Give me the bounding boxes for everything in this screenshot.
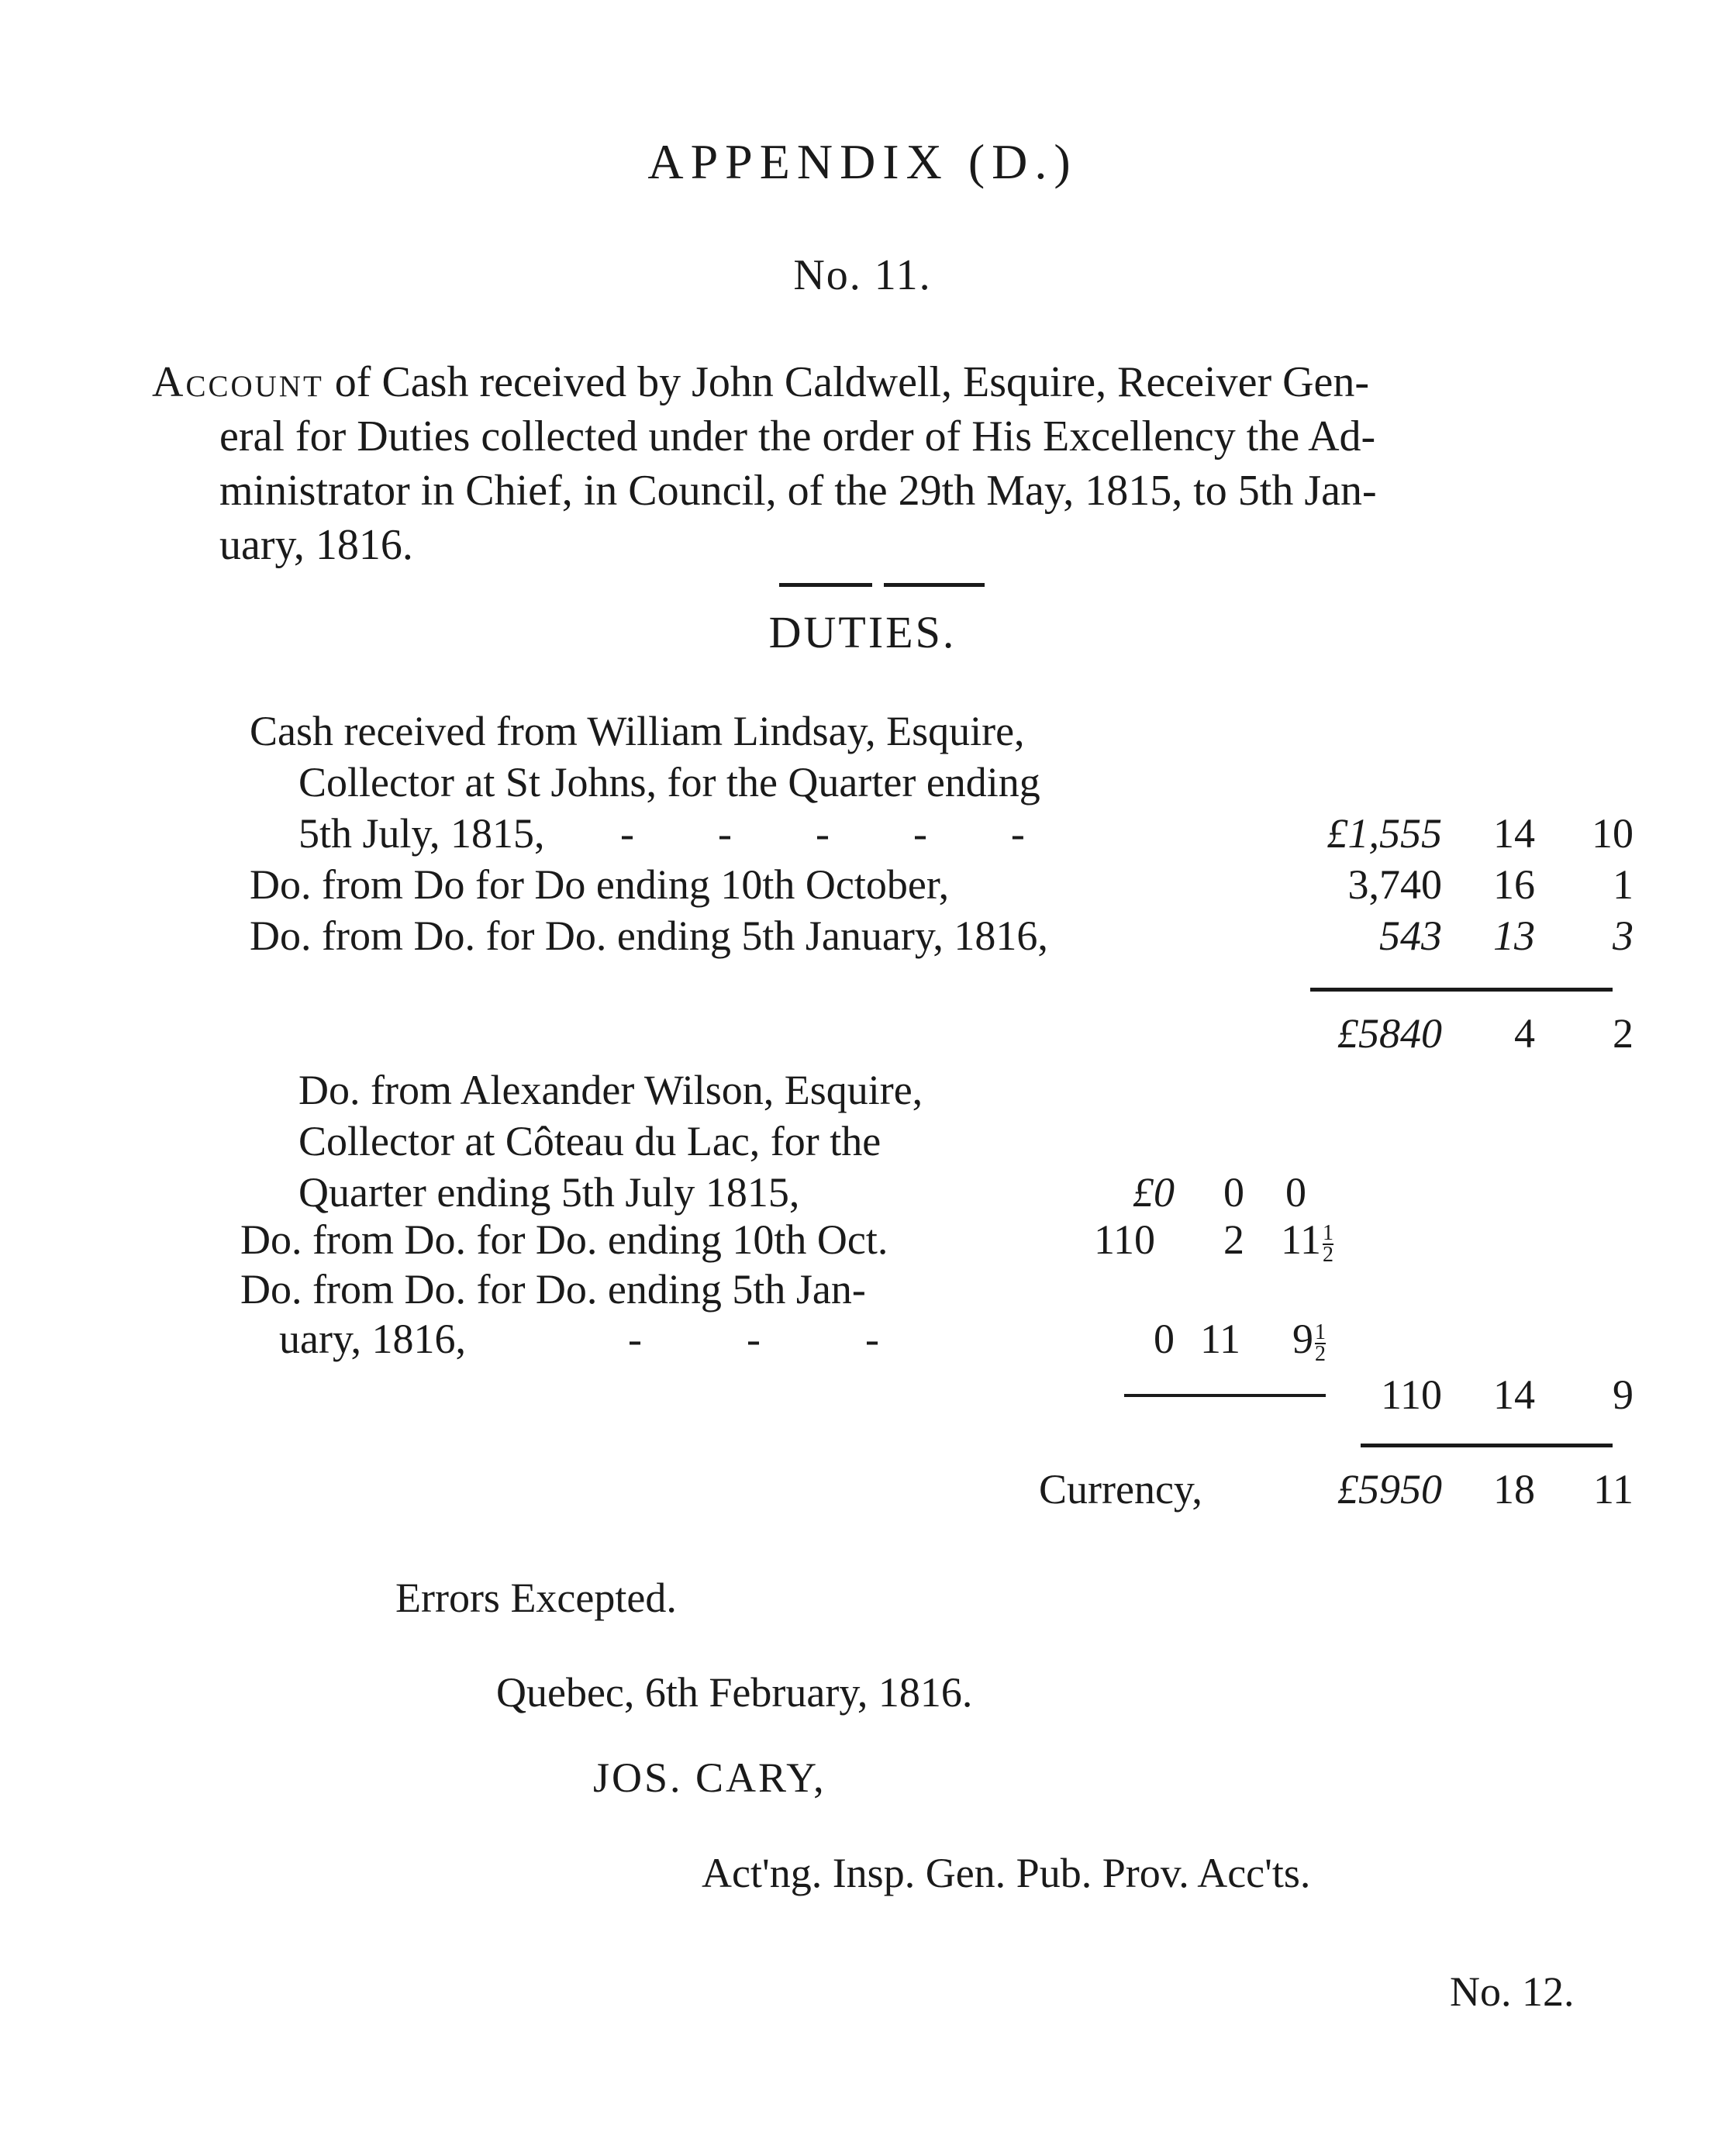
lindsay-row-2-label: Do. from Do for Do ending 10th October, — [250, 861, 950, 908]
place-date: Quebec, 6th February, 1816. — [496, 1669, 973, 1716]
intro-line-3: ministrator in Chief, in Council, of the 29th May, 1815, to 5th Jan- — [219, 467, 1377, 515]
lindsay-subtotal-pounds: £5840 — [1337, 1010, 1442, 1057]
intro-line-2: eral for Duties collected under the order of His Excellency the Ad- — [219, 412, 1376, 461]
intro-line-1-text: of Cash received by John Caldwell, Esquire, Receiver Gen- — [323, 358, 1370, 406]
wilson-row-3-shillings: 11 — [1200, 1316, 1240, 1362]
wilson-row-2-pounds: 110 — [1094, 1216, 1155, 1263]
section-title: DUTIES. — [768, 607, 957, 657]
wilson-row-1-pounds: £0 — [1133, 1169, 1175, 1216]
wilson-row-3-pence — [1292, 1315, 1326, 1364]
wilson-row-3-label-1: Do. from Do. for Do. ending 5th Jan- — [240, 1266, 866, 1313]
total-shillings: 18 — [1493, 1466, 1535, 1513]
wilson-row-2-pence-whole: 11 — [1281, 1216, 1321, 1263]
wilson-subtotal-pence: 9 — [1613, 1371, 1634, 1418]
section-rule-left — [779, 583, 872, 587]
section-rule-right — [884, 583, 985, 587]
total-pence: 11 — [1593, 1466, 1634, 1513]
lindsay-subtotal-rule — [1310, 988, 1613, 992]
lindsay-row-3-pounds: 543 — [1379, 912, 1442, 959]
total-pounds: £5950 — [1337, 1466, 1442, 1513]
lindsay-row-2-pounds: 3,740 — [1347, 861, 1442, 908]
lindsay-line-2: Collector at St Johns, for the Quarter ending — [298, 759, 1040, 805]
fraction-numerator: 1 — [1323, 1220, 1333, 1245]
wilson-subtotal-rule — [1124, 1394, 1326, 1397]
lindsay-subtotal-pence: 2 — [1613, 1010, 1634, 1057]
lindsay-row-3-pence: 3 — [1613, 912, 1634, 959]
lindsay-line-1: Cash received from William Lindsay, Esquire, — [250, 708, 1025, 754]
lindsay-row-1-label: 5th July, 1815, — [298, 810, 545, 857]
wilson-line-2: Collector at Côteau du Lac, for the — [298, 1118, 881, 1164]
wilson-row-1-label: Quarter ending 5th July 1815, — [298, 1169, 800, 1216]
wilson-row-3-label-2: uary, 1816, — [279, 1316, 466, 1362]
leader-dashes: - - - — [628, 1316, 879, 1362]
fraction-denominator: 2 — [1315, 1341, 1326, 1366]
lindsay-row-2-pence: 1 — [1613, 861, 1634, 908]
signatory-name: JOS. CARY, — [593, 1754, 826, 1801]
lindsay-subtotal-shillings: 4 — [1514, 1010, 1535, 1057]
errors-excepted: Errors Excepted. — [395, 1575, 677, 1621]
wilson-subtotal-pounds: 110 — [1381, 1371, 1442, 1418]
total-rule — [1361, 1444, 1613, 1447]
intro-line-4: uary, 1816. — [219, 521, 413, 569]
leader-dashes: - - - - - — [620, 810, 1025, 857]
wilson-row-1-shillings: 0 — [1223, 1169, 1244, 1216]
half-fraction — [1315, 1319, 1326, 1366]
wilson-row-3-pence-whole: 9 — [1292, 1316, 1313, 1362]
wilson-row-2-label: Do. from Do. for Do. ending 10th Oct. — [240, 1216, 888, 1263]
fraction-numerator: 1 — [1315, 1319, 1326, 1344]
appendix-heading: APPENDIX (D.) — [647, 134, 1078, 189]
lindsay-row-3-label: Do. from Do. for Do. ending 5th January, 1816, — [250, 912, 1048, 959]
lindsay-row-3-shillings: 13 — [1493, 912, 1535, 959]
wilson-row-2-pence — [1281, 1216, 1333, 1265]
half-fraction — [1323, 1220, 1333, 1267]
intro-line-1 — [152, 355, 1369, 409]
fraction-denominator: 2 — [1323, 1242, 1333, 1267]
lindsay-row-1-shillings: 14 — [1493, 810, 1535, 857]
intro-account-word: Account — [152, 358, 324, 406]
lindsay-row-1-pounds: £1,555 — [1327, 810, 1442, 857]
wilson-row-2-shillings: 2 — [1223, 1216, 1244, 1263]
wilson-row-3-pounds: 0 — [1154, 1316, 1175, 1362]
wilson-row-1-pence: 0 — [1285, 1169, 1306, 1216]
wilson-subtotal-shillings: 14 — [1493, 1371, 1535, 1418]
lindsay-row-1-pence: 10 — [1592, 810, 1634, 857]
document-number: No. 11. — [793, 251, 932, 299]
signatory-title: Act'ng. Insp. Gen. Pub. Prov. Acc'ts. — [702, 1850, 1311, 1896]
total-label: Currency, — [1039, 1466, 1202, 1513]
next-document-number: No. 12. — [1450, 1968, 1575, 2015]
lindsay-row-2-shillings: 16 — [1493, 861, 1535, 908]
wilson-line-1: Do. from Alexander Wilson, Esquire, — [298, 1067, 923, 1113]
